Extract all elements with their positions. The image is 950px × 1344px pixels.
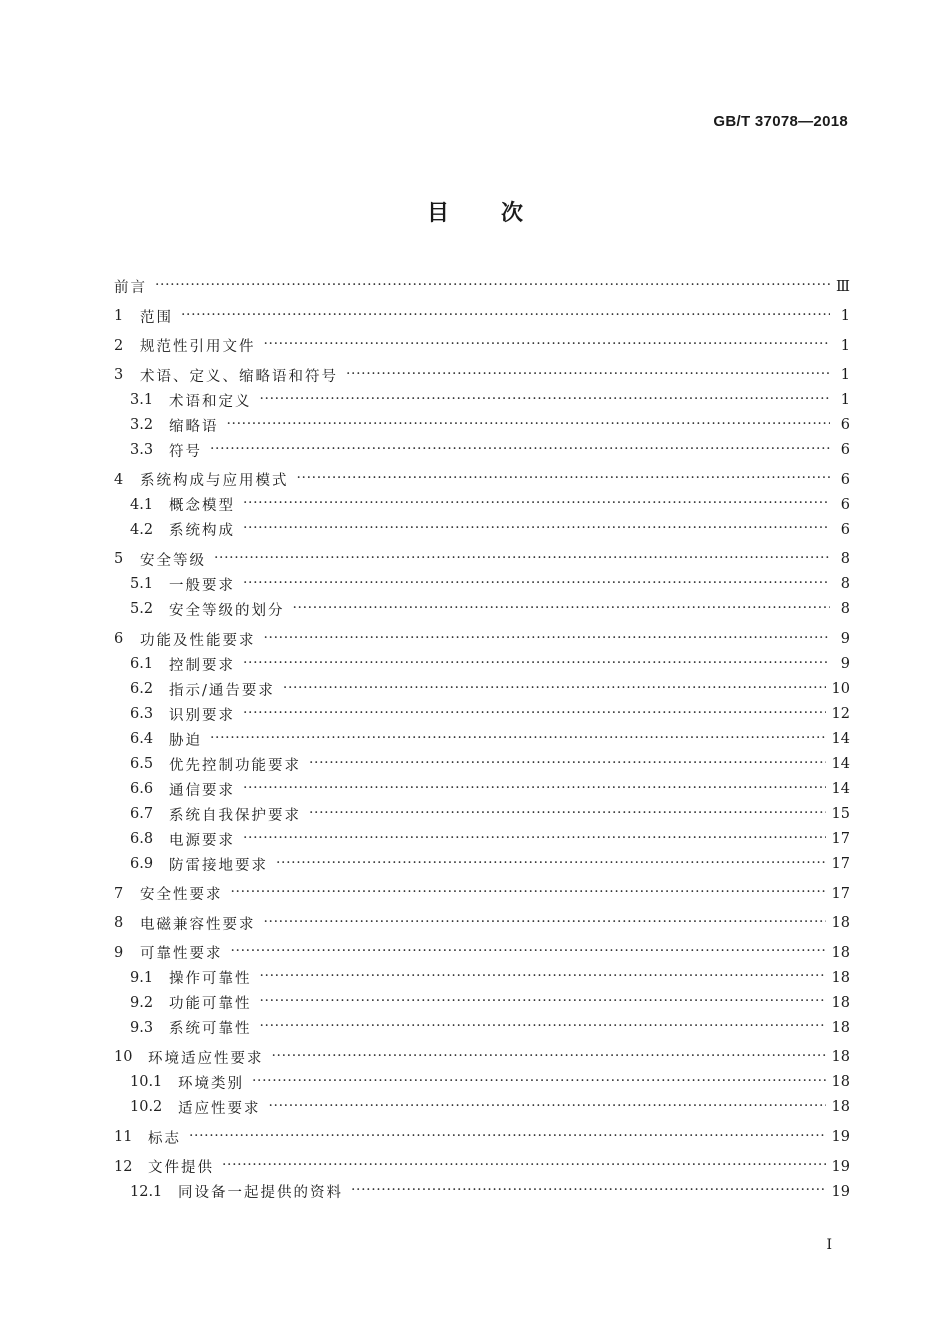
toc-entry-label: 文件提供 [148,1160,214,1177]
toc-entry-label: 术语和定义 [169,393,252,410]
toc-entry[interactable] [114,881,850,906]
toc-entry-number: 6.6 [130,781,154,798]
toc-entry-label: 同设备一起提供的资料 [178,1185,343,1202]
toc-entry-page: 6 [840,442,850,459]
toc-entry-number: 7 [114,885,124,902]
toc-entry[interactable] [114,652,850,677]
toc-leader-dots [283,677,826,702]
toc-entry[interactable] [114,702,850,727]
toc-entry[interactable] [114,572,850,597]
toc-entry[interactable] [114,1125,850,1150]
toc-leader-dots [276,852,826,877]
toc-entry-page: 18 [831,994,850,1011]
toc-entry-page: 10 [831,681,850,698]
toc-leader-dots [309,752,826,777]
toc-entry-page: 19 [831,1129,850,1146]
toc-leader-dots [346,363,830,388]
toc-entry-page: 6 [840,521,850,538]
toc-entry-page: 18 [831,1099,850,1116]
toc-leader-dots [269,1095,826,1120]
toc-entry-number: 6.4 [130,731,154,748]
toc-leader-dots [264,333,831,358]
toc-leader-dots [231,881,826,906]
toc-entry-page: 1 [840,337,850,354]
toc-entry-label: 安全等级 [140,552,206,569]
toc-leader-dots [260,388,831,413]
toc-entry-label: 环境类别 [178,1075,244,1092]
toc-entry-number: 4.1 [130,496,154,513]
toc-leader-dots [155,274,830,299]
toc-leader-dots [243,572,830,597]
toc-entry-number: 3.2 [130,417,154,434]
toc-leader-dots [260,1015,826,1040]
toc-entry-page: Ⅲ [836,278,850,295]
toc-leader-dots [252,1070,826,1095]
toc-entry-number: 10.2 [130,1099,163,1116]
toc-entry-page: 6 [840,496,850,513]
toc-leader-dots [351,1179,826,1204]
toc-entry-page: 18 [831,944,850,961]
page-title: 目次 [426,201,575,226]
toc-entry-page: 18 [831,1074,850,1091]
toc-entry-label: 防雷接地要求 [169,857,268,874]
toc-entry-label: 概念模型 [169,498,235,515]
toc-entry[interactable] [114,333,850,358]
toc-entry-number: 6.5 [130,756,154,773]
toc-entry-page: 15 [831,806,850,823]
toc-entry-label: 识别要求 [169,707,235,724]
toc-leader-dots [264,627,831,652]
toc-entry-label: 前言 [114,280,147,296]
toc-entry-label: 功能可靠性 [169,996,252,1013]
toc-entry-label: 功能及性能要求 [140,632,256,649]
toc-entry-label: 系统构成 [169,523,235,540]
standard-code: GB/T 37078—2018 [713,113,848,130]
toc-entry[interactable] [114,547,850,572]
toc-entry-label: 胁迫 [169,732,202,749]
toc-entry[interactable] [114,827,850,852]
toc-entry-label: 安全性要求 [140,887,223,904]
toc-entry-page: 18 [831,1019,850,1036]
toc-entry-page: 1 [840,392,850,409]
toc-leader-dots [222,1154,826,1179]
toc-entry[interactable] [114,413,850,438]
toc-entry-page: 18 [831,915,850,932]
toc-leader-dots [260,990,826,1015]
toc-entry[interactable] [114,467,850,492]
toc-leader-dots [243,777,826,802]
toc-leader-dots [243,517,830,542]
toc-entry[interactable] [114,727,850,752]
toc-entry[interactable] [114,388,850,413]
toc-entry-label: 系统可靠性 [169,1021,252,1038]
toc-leader-dots [243,827,826,852]
toc-leader-dots [293,597,831,622]
toc-entry-page: 17 [831,831,850,848]
toc-entry-label: 适应性要求 [178,1100,261,1117]
toc-leader-dots [210,727,826,752]
toc-entry-label: 术语、定义、缩略语和符号 [140,368,338,385]
toc-entry-number: 1 [114,308,124,325]
toc-entry-number: 4 [114,471,124,488]
toc-entry-number: 6.7 [130,806,154,823]
toc-entry[interactable] [114,363,850,388]
toc-entry[interactable] [114,517,850,542]
toc-entry-number: 12 [114,1158,133,1175]
toc-entry-number: 12.1 [130,1183,163,1200]
toc-entry-label: 一般要求 [169,577,235,594]
toc-entry-number: 8 [114,915,124,932]
toc-entry-page: 9 [840,656,850,673]
toc-entry-label: 操作可靠性 [169,971,252,988]
toc-entry-page: 12 [831,706,850,723]
toc-entry[interactable] [114,492,850,517]
toc-leader-dots [272,1045,826,1070]
toc-entry-page: 8 [840,601,850,618]
toc-entry-label: 指示/通告要求 [169,682,275,699]
toc-entry[interactable] [114,1095,850,1120]
table-of-contents [114,274,850,1204]
toc-entry-number: 3.1 [130,392,154,409]
toc-entry-label: 范围 [140,309,173,326]
toc-entry-label: 标志 [148,1130,181,1147]
toc-entry-page: 6 [840,417,850,434]
toc-entry-page: 14 [831,756,850,773]
toc-entry-page: 18 [831,1049,850,1066]
toc-entry[interactable] [114,438,850,463]
toc-entry-label: 缩略语 [169,418,219,435]
toc-leader-dots [243,652,830,677]
toc-entry-page: 8 [840,551,850,568]
toc-entry[interactable] [114,911,850,936]
toc-leader-dots [181,304,830,329]
toc-entry-page: 1 [840,308,850,325]
toc-entry[interactable] [114,1070,850,1095]
toc-entry[interactable] [114,1045,850,1070]
toc-entry[interactable] [114,777,850,802]
toc-entry-number: 10.1 [130,1074,163,1091]
toc-entry-label: 系统自我保护要求 [169,807,301,824]
toc-entry-number: 9.3 [130,1019,154,1036]
toc-leader-dots [309,802,826,827]
toc-entry-page: 14 [831,731,850,748]
page-number: Ⅰ [826,1237,832,1253]
toc-leader-dots [297,467,831,492]
toc-leader-dots [214,547,830,572]
toc-entry-page: 1 [840,367,850,384]
toc-entry-number: 9.2 [130,994,154,1011]
toc-entry[interactable] [114,1154,850,1179]
toc-entry-page: 8 [840,576,850,593]
toc-entry-number: 3 [114,367,124,384]
toc-entry-page: 18 [831,969,850,986]
toc-entry-number: 6.9 [130,856,154,873]
toc-entry-number: 6.1 [130,656,154,673]
toc-entry[interactable] [114,965,850,990]
toc-entry-number: 4.2 [130,521,154,538]
toc-entry-page: 19 [831,1158,850,1175]
toc-entry-number: 9 [114,944,124,961]
toc-entry-page: 19 [831,1183,850,1200]
toc-entry-number: 6 [114,631,124,648]
toc-entry-label: 通信要求 [169,782,235,799]
toc-entry-label: 电磁兼容性要求 [140,916,256,933]
toc-entry[interactable] [114,304,850,329]
toc-entry-label: 安全等级的划分 [169,602,285,619]
toc-entry-number: 10 [114,1049,133,1066]
toc-leader-dots [243,492,830,517]
toc-entry-label: 控制要求 [169,657,235,674]
toc-entry[interactable] [114,1015,850,1040]
toc-entry-label: 可靠性要求 [140,946,223,963]
toc-leader-dots [231,940,826,965]
toc-entry-label: 系统构成与应用模式 [140,473,289,490]
toc-entry-label: 符号 [169,443,202,460]
toc-entry-page: 17 [831,885,850,902]
toc-entry-page: 14 [831,781,850,798]
toc-entry[interactable] [114,940,850,965]
toc-entry-number: 6.2 [130,681,154,698]
toc-entry[interactable] [114,627,850,652]
toc-leader-dots [227,413,831,438]
toc-entry-number: 2 [114,337,124,354]
toc-leader-dots [210,438,830,463]
toc-entry[interactable] [114,990,850,1015]
toc-entry[interactable] [114,274,850,299]
toc-entry[interactable] [114,597,850,622]
toc-entry[interactable] [114,852,850,877]
toc-entry-label: 环境适应性要求 [148,1050,264,1067]
toc-entry-label: 规范性引用文件 [140,339,256,356]
toc-entry-number: 6.3 [130,706,154,723]
toc-entry-label: 电源要求 [169,832,235,849]
toc-entry[interactable] [114,677,850,702]
toc-entry[interactable] [114,802,850,827]
toc-entry-page: 9 [840,631,850,648]
toc-entry-number: 11 [114,1129,133,1146]
toc-entry[interactable] [114,752,850,777]
toc-entry-number: 5.1 [130,576,154,593]
toc-entry-number: 9.1 [130,969,154,986]
toc-entry-page: 6 [840,471,850,488]
toc-entry-page: 17 [831,856,850,873]
toc-entry-number: 5.2 [130,601,154,618]
toc-entry[interactable] [114,1179,850,1204]
toc-leader-dots [243,702,826,727]
toc-entry-number: 3.3 [130,442,154,459]
toc-entry-label: 优先控制功能要求 [169,757,301,774]
toc-leader-dots [264,911,826,936]
toc-entry-number: 6.8 [130,831,154,848]
toc-leader-dots [260,965,826,990]
toc-leader-dots [189,1125,826,1150]
toc-entry-number: 5 [114,551,124,568]
